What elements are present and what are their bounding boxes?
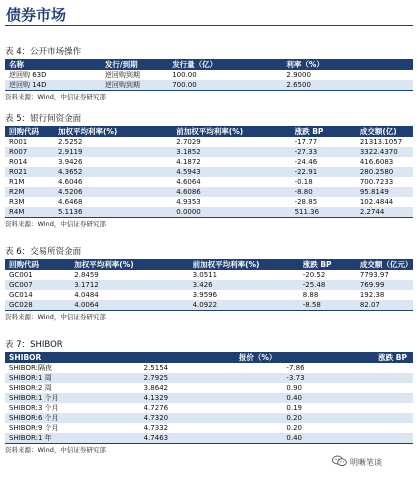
table-cell: -8.58: [299, 300, 356, 311]
exchange-table: [5, 259, 413, 311]
caption-number: 表 4：: [5, 47, 31, 57]
table-cell: 82.07: [356, 300, 413, 311]
table-cell: 511.36: [291, 207, 356, 218]
title-rule: [5, 25, 413, 26]
table-cell: 21313.1057: [359, 138, 403, 146]
table-cell: GC028: [5, 300, 70, 311]
table-cell: 逆回购 63D: [9, 71, 47, 79]
table-row: [5, 80, 413, 91]
table-row: [5, 373, 413, 383]
table-cell: 192.38: [359, 291, 385, 299]
table-cell: 逆回购到期: [101, 80, 168, 91]
table-caption: [5, 246, 413, 259]
table-cell: SHIBOR:1 年: [5, 433, 140, 444]
column-header: 成交额(亿): [356, 126, 413, 137]
table-row: [5, 270, 413, 280]
table-cell: 逆回购 14D: [5, 80, 101, 91]
table-cell: 0.40: [282, 393, 413, 403]
table-cell: SHIBOR:3 个月: [9, 404, 59, 412]
table-cell: -24.46: [294, 158, 318, 166]
table-row: [5, 423, 413, 433]
table-cell: 5.1136: [54, 207, 172, 218]
table-cell: 8.88: [302, 291, 319, 299]
table-cell: 3.9426: [57, 158, 83, 166]
table-cell: 7793.97: [359, 271, 389, 279]
shibor-section: [5, 339, 413, 456]
table-cell: 2.6500: [282, 80, 413, 91]
table-cell: R1M: [9, 178, 25, 186]
table-row: [5, 280, 413, 290]
table-cell: 0.0000: [172, 207, 290, 218]
column-header: 回购代码: [5, 126, 54, 137]
column-header: 涨跌 BP: [282, 352, 413, 363]
table-cell: GC014: [9, 291, 33, 299]
table-cell: -7.86: [286, 364, 305, 372]
table-cell: 0.20: [286, 424, 303, 432]
table-cell: 3.1852: [172, 147, 290, 157]
column-header: 成交额（亿元）: [356, 259, 413, 270]
table-cell: 4.6468: [57, 198, 83, 206]
open-market-section: [5, 46, 413, 103]
watermark: [332, 455, 382, 469]
table-cell: 280.2580: [356, 167, 413, 177]
source-note: 资料来源：Wind，中信证券研究部: [5, 446, 106, 454]
table-row: [5, 290, 413, 300]
table-cell: 3.426: [189, 280, 299, 290]
table-cell: 4.6046: [57, 178, 83, 186]
table-cell: -3.73: [282, 373, 413, 383]
column-header: 发行量（亿）: [168, 59, 282, 70]
column-header: SHIBOR: [5, 352, 140, 363]
table-cell: SHIBOR:6 个月: [5, 413, 140, 423]
table-header-row: [5, 59, 413, 70]
table-cell: R021: [5, 167, 54, 177]
table-cell: R007: [5, 147, 54, 157]
table-cell: 3322.4370: [356, 147, 413, 157]
table-row: [5, 177, 413, 187]
column-header: 前加权平均利率(%): [172, 126, 290, 137]
table-cell: 4.7332: [143, 424, 169, 432]
table-cell: 0.90: [286, 384, 303, 392]
table-header-row: [5, 126, 413, 137]
table-cell: 700.7233: [359, 178, 394, 186]
table-cell: -0.18: [294, 178, 313, 186]
table-cell: 3.8642: [143, 384, 169, 392]
table-cell: -22.91: [291, 167, 356, 177]
source-note: 资料来源：Wind，中信证券研究部: [5, 220, 106, 228]
table-cell: 4.5943: [172, 167, 290, 177]
column-header: 名称: [5, 59, 101, 70]
table-row: [5, 383, 413, 393]
table-cell: 4.0484: [74, 291, 99, 299]
table-row: [5, 413, 413, 423]
table-cell: SHIBOR:2 周: [9, 384, 52, 392]
table-cell: R2M: [5, 187, 54, 197]
table-row: [5, 363, 413, 373]
table-row: [5, 197, 413, 207]
table-cell: 4.7463: [140, 433, 283, 444]
table-cell: 逆回购到期: [104, 71, 140, 79]
table-cell: -25.48: [299, 280, 356, 290]
interbank-table: [5, 126, 413, 218]
table-cell: 769.99: [356, 280, 413, 290]
table-row: [5, 207, 413, 218]
table-cell: 100.00: [172, 71, 197, 79]
table-cell: -20.52: [302, 271, 326, 279]
table-cell: 700.00: [168, 80, 282, 91]
wechat-icon: [332, 455, 347, 469]
table-cell: 2.2744: [356, 207, 413, 218]
table-cell: SHIBOR:9 个月: [9, 424, 59, 432]
column-header: 前加权平均利率(%): [189, 259, 299, 270]
table-caption: [5, 113, 413, 126]
table-row: [5, 147, 413, 157]
open-market-table: [5, 59, 413, 91]
watermark-text: 明晰笔谈: [350, 457, 382, 467]
table-row: [5, 403, 413, 413]
caption-text: 交易所资金面: [30, 247, 82, 257]
table-cell: GC001: [9, 271, 33, 279]
column-header: 加权平均利率(%): [54, 126, 172, 137]
column-header: 涨跌 BP: [291, 126, 356, 137]
table-cell: 2.9119: [54, 147, 172, 157]
table-row: [5, 137, 413, 147]
table-caption: [5, 46, 413, 59]
interbank-section: [5, 113, 413, 230]
table-row: [5, 300, 413, 311]
table-cell: 4.6064: [176, 178, 201, 186]
column-header: 报价（%）: [140, 352, 283, 363]
table-cell: 4.1329: [140, 393, 283, 403]
caption-number: 表 6：: [5, 247, 31, 257]
table-cell: 4.9353: [176, 198, 201, 206]
table-row: [5, 393, 413, 403]
table-cell: 4.7320: [140, 413, 283, 423]
table-cell: 0.20: [282, 413, 413, 423]
table-cell: 2.9000: [286, 71, 311, 79]
caption-text: 公开市场操作: [30, 47, 82, 57]
table-cell: R014: [9, 158, 28, 166]
caption-text: 银行间资金面: [30, 114, 82, 124]
table-cell: 4.5206: [54, 187, 172, 197]
column-header: 利率（%）: [282, 59, 413, 70]
table-row: [5, 167, 413, 177]
table-cell: 102.4844: [359, 198, 394, 206]
table-cell: 3.1712: [70, 280, 188, 290]
table-cell: 2.7925: [140, 373, 283, 383]
table-header-row: [5, 259, 413, 270]
table-row: [5, 187, 413, 197]
column-header: 涨跌 BP: [299, 259, 356, 270]
exchange-section: [5, 246, 413, 323]
table-cell: 3.9596: [192, 291, 218, 299]
caption-number: 表 7：: [5, 340, 31, 350]
table-cell: -27.33: [291, 147, 356, 157]
table-header-row: [5, 352, 413, 363]
table-cell: 3.0511: [192, 271, 218, 279]
table-cell: 4.6086: [172, 187, 290, 197]
table-cell: 416.6083: [359, 158, 394, 166]
caption-text: SHIBOR: [30, 340, 63, 350]
table-cell: SHIBOR:1 个月: [5, 393, 140, 403]
table-cell: 0.40: [282, 433, 413, 444]
table-row: [5, 157, 413, 167]
table-cell: 2.5154: [143, 364, 169, 372]
table-caption: [5, 339, 413, 352]
source-note: 资料来源：Wind，中信证券研究部: [5, 313, 106, 321]
source-note: 资料来源：Wind，中信证券研究部: [5, 93, 106, 101]
table-cell: 4.7276: [143, 404, 169, 412]
column-header: 回购代码: [5, 259, 70, 270]
table-cell: 2.7029: [176, 138, 201, 146]
table-cell: R3M: [9, 198, 25, 206]
caption-number: 表 5：: [5, 114, 31, 124]
table-cell: SHIBOR:隔夜: [9, 364, 52, 372]
page-title: 债券市场: [6, 6, 67, 24]
column-header: 加权平均利率(%): [70, 259, 188, 270]
table-row: [5, 433, 413, 444]
table-row: [5, 70, 413, 80]
table-cell: -17.77: [294, 138, 318, 146]
table-cell: -8.80: [291, 187, 356, 197]
table-cell: 4.1872: [176, 158, 201, 166]
table-cell: 2.8459: [74, 271, 99, 279]
table-cell: 95.8149: [356, 187, 413, 197]
shibor-table: [5, 352, 413, 444]
table-cell: -28.85: [294, 198, 318, 206]
table-cell: 4.3652: [54, 167, 172, 177]
table-cell: GC007: [5, 280, 70, 290]
table-cell: SHIBOR:1 周: [5, 373, 140, 383]
table-cell: 4.0064: [70, 300, 188, 311]
table-cell: R4M: [5, 207, 54, 218]
table-cell: 0.19: [286, 404, 303, 412]
table-cell: R001: [9, 138, 28, 146]
column-header: 发行/到期: [101, 59, 168, 70]
table-cell: 4.0922: [189, 300, 299, 311]
table-cell: 2.5252: [57, 138, 83, 146]
